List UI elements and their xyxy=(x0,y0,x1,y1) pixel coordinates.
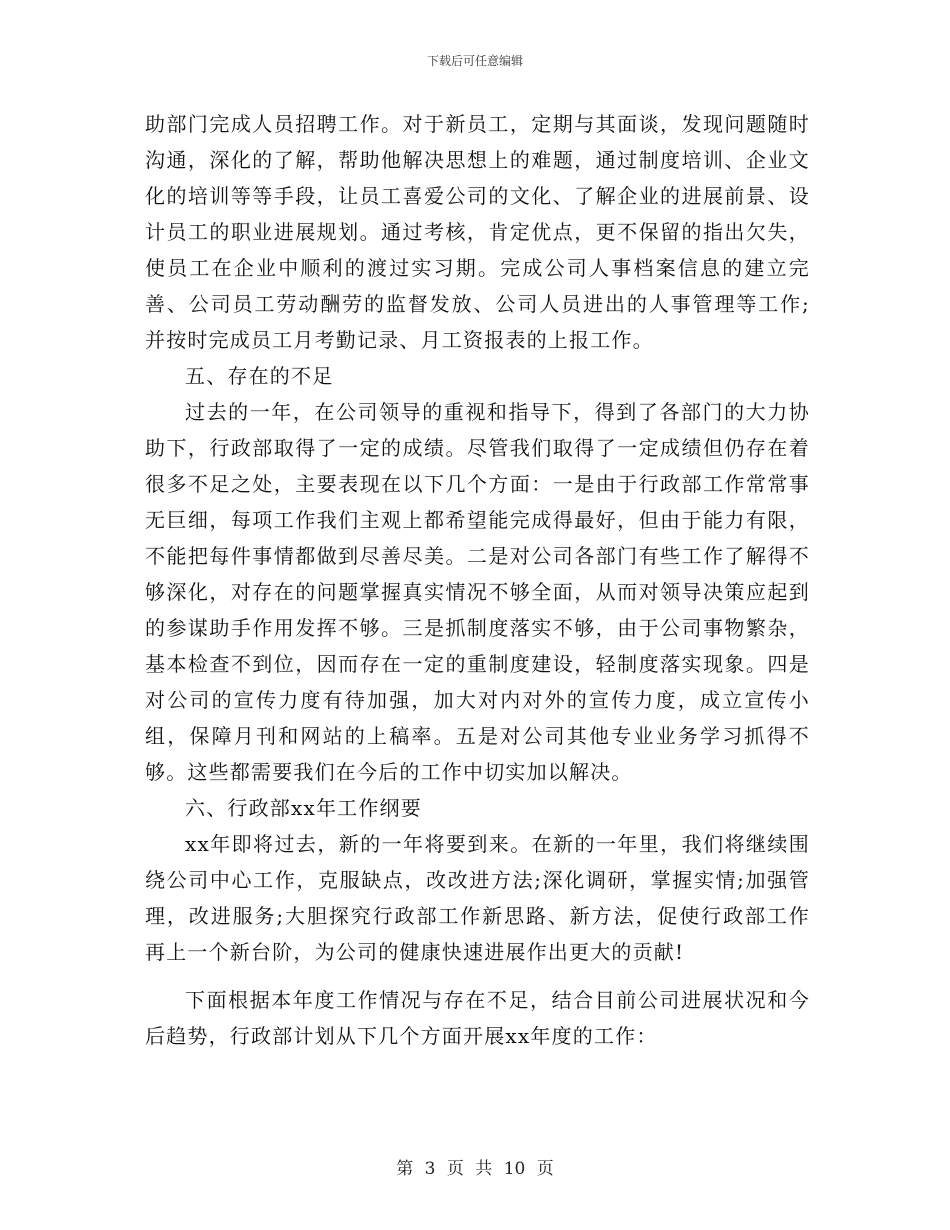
document-body xyxy=(145,106,810,1054)
section-heading-shortcomings: 五、存在的不足 xyxy=(185,364,334,388)
paragraph-shortcomings: 过去的一年，在公司领导的重视和指导下，得到了各部门的大力协助下，行政部取得了一定的成绩。尽管我们取得了一定成绩但仍存在着很多不足之处，主要表现在以下几个方面：一是由于行政部工作常常事无巨细，每项工作我们主观上都希望能完成得最好，但由于能力有限，不能把每件事情都做到尽善尽美。二是对公司各部门有些工作了解得不够深化，对存在的问题掌握真实情况不够全面，从而对领导决策应起到的参谋助手作用发挥不够。三是抓制度落实不够，由于公司事物繁杂，基本检查不到位，因而存在一定的重制度建设，轻制度落实现象。四是对公司的宣传力度有待加强，加大对内对外的宣传力度，成立宣传小组，保障月刊和网站的上稿率。五是对公司其他专业业务学习抓得不够。这些都需要我们在今后的工作中切实加以解决。 xyxy=(145,400,810,784)
paragraph-plan-intro: 下面根据本年度工作情况与存在不足，结合目前公司进展状况和今后趋势，行政部计划从下几个方面开展xx年度的工作： xyxy=(145,988,810,1048)
page-header-note: 下载后可任意编辑 xyxy=(426,54,523,68)
page-number-footer: 第 3 页 共 10 页 xyxy=(396,1159,554,1179)
paragraph-work-outline: xx年即将过去，新的一年将要到来。在新的一年里，我们将继续围绕公司中心工作，克服缺点，改改进方法;深化调研，掌握实情;加强管理，改进服务;大胆探究行政部工作新思路、新方法，促使行政部工作再上一个新台阶，为公司的健康快速进展作出更大的贡献! xyxy=(145,832,810,964)
section-heading-work-outline: 六、行政部xx年工作纲要 xyxy=(185,796,422,820)
paragraph-continuation: 助部门完成人员招聘工作。对于新员工，定期与其面谈，发现问题随时沟通，深化的了解，帮助他解决思想上的难题，通过制度培训、企业文化的培训等等手段，让员工喜爱公司的文化、了解企业的进展前景、设计员工的职业进展规划。通过考核，肯定优点，更不保留的指出欠失，使员工在企业中顺利的渡过实习期。完成公司人事档案信息的建立完善、公司员工劳动酬劳的监督发放、公司人员进出的人事管理等工作;并按时完成员工月考勤记录、月工资报表的上报工作。 xyxy=(145,112,810,352)
